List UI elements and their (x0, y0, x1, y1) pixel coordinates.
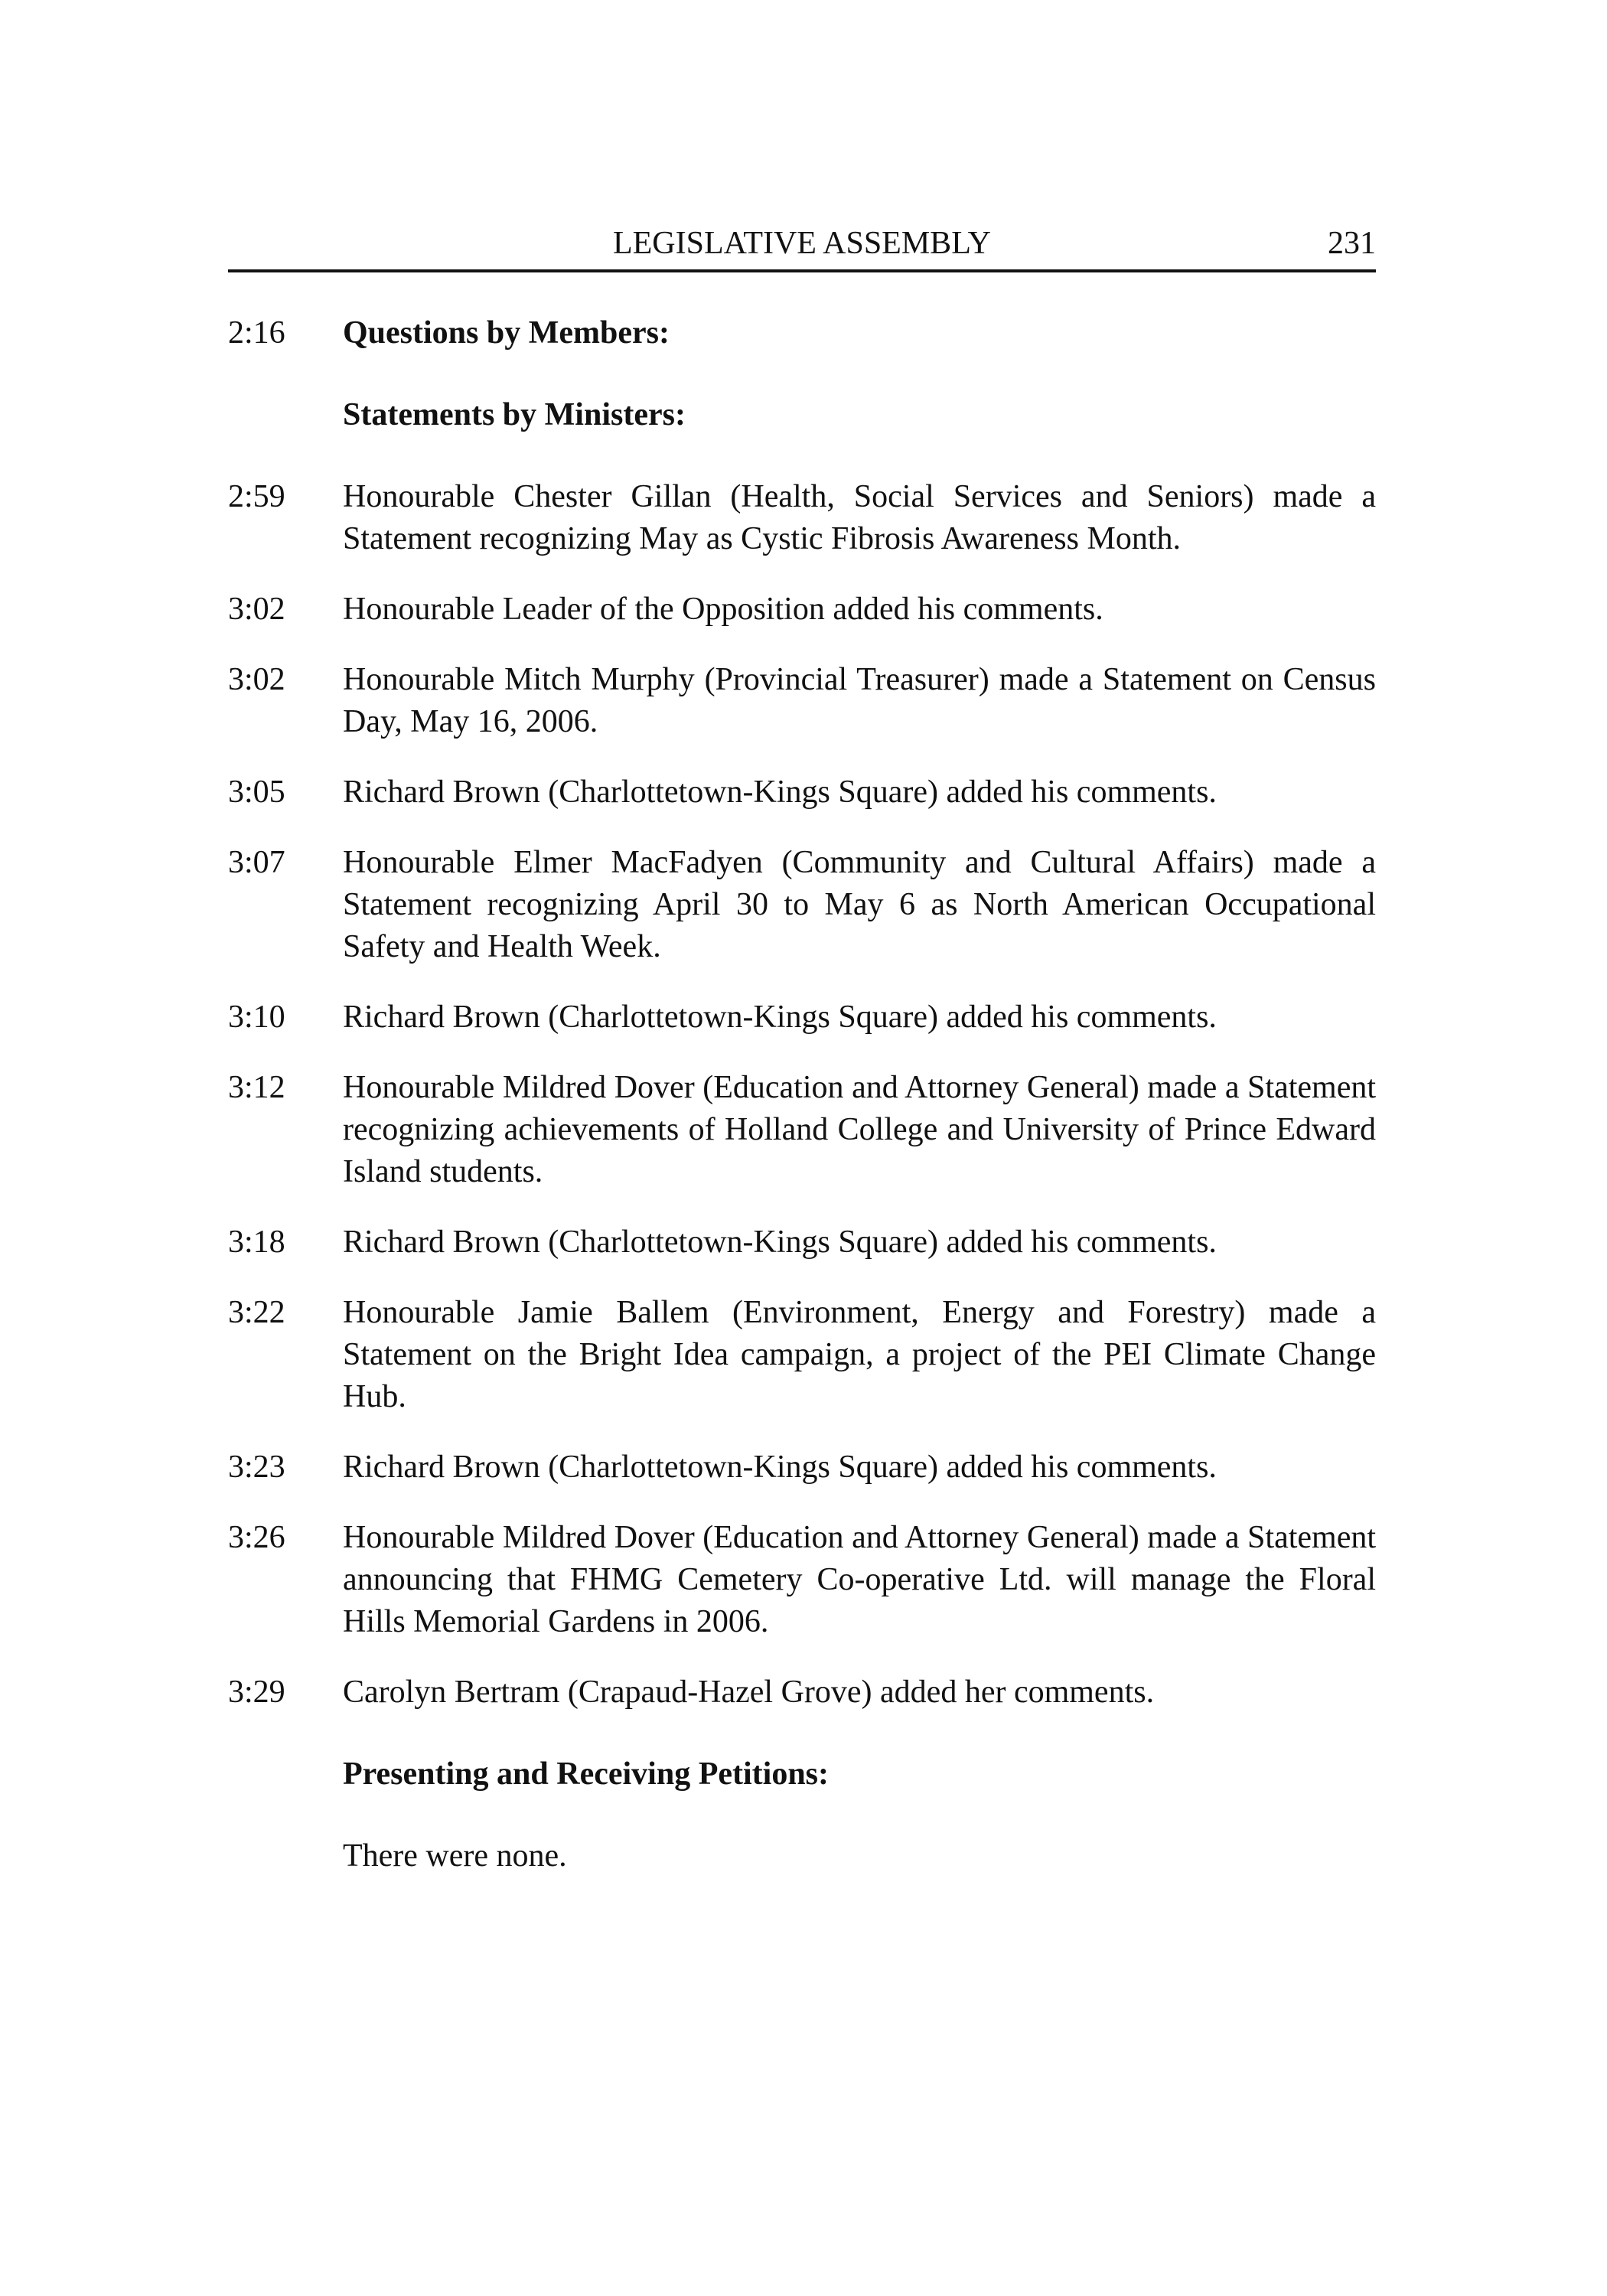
entry-time: 3:18 (228, 1225, 285, 1260)
list-item (228, 996, 1376, 1039)
entry-time: 3:29 (228, 1675, 285, 1710)
entry-time: 3:02 (228, 592, 285, 627)
entry-time: 3:05 (228, 775, 285, 810)
page-number: 231 (1328, 226, 1376, 261)
list-item (228, 1221, 1376, 1264)
entry-text: Richard Brown (Charlottetown-Kings Square) added his comments. (343, 1225, 1217, 1260)
entry-time: 3:07 (228, 845, 285, 880)
list-item (228, 1446, 1376, 1489)
entry-text: Richard Brown (Charlottetown-Kings Square) added his comments. (343, 1000, 1217, 1035)
list-item (228, 771, 1376, 814)
entry-text: Honourable Mitch Murphy (Provincial Treasurer) made a Statement on Census Day, May 16, 2006. (343, 662, 1376, 739)
petitions-text: There were none. (343, 1838, 567, 1874)
entry-time: 3:22 (228, 1295, 285, 1330)
list-item (228, 1292, 1376, 1418)
entry-text: Honourable Jamie Ballem (Environment, Energy and Forestry) made a Statement on the Bright Idea campaign, a project of the PEI Climate Change Hub. (343, 1295, 1376, 1414)
section-heading-statements: Statements by Ministers: (343, 397, 686, 432)
list-item (228, 659, 1376, 743)
entry-text: Richard Brown (Charlottetown-Kings Square) added his comments. (343, 1450, 1217, 1485)
entry-time: 3:02 (228, 662, 285, 697)
list-item (228, 476, 1376, 560)
entry-text: Honourable Mildred Dover (Education and Attorney General) made a Statement recognizing achievements of Holland College and University of Prince Edward Island students. (343, 1070, 1376, 1189)
questions-entry (228, 312, 1376, 354)
entry-text: Richard Brown (Charlottetown-Kings Square) added his comments. (343, 775, 1217, 810)
list-item (228, 842, 1376, 968)
entry-time: 2:59 (228, 479, 285, 514)
list-item (228, 1671, 1376, 1714)
header-title: LEGISLATIVE ASSEMBLY (613, 226, 991, 261)
entry-text: Carolyn Bertram (Crapaud-Hazel Grove) added her comments. (343, 1675, 1155, 1710)
list-item (228, 589, 1376, 631)
section-heading-questions: Questions by Members: (343, 315, 670, 351)
page-header (228, 222, 1376, 272)
entry-time: 3:12 (228, 1070, 285, 1105)
section-heading-petitions: Presenting and Receiving Petitions: (343, 1756, 830, 1792)
entry-text: Honourable Chester Gillan (Health, Social Services and Seniors) made a Statement recognizing May as Cystic Fibrosis Awareness Month. (343, 479, 1376, 556)
entry-text: Honourable Mildred Dover (Education and Attorney General) made a Statement announcing that FHMG Cemetery Co-operative Ltd. will manage the Floral Hills Memorial Gardens in 2006. (343, 1520, 1376, 1639)
entry-text: Honourable Elmer MacFadyen (Community and Cultural Affairs) made a Statement recognizing April 30 to May 6 as North American Occupational Safety and Health Week. (343, 845, 1376, 964)
entry-text: Honourable Leader of the Opposition added his comments. (343, 592, 1103, 627)
entry-time: 3:10 (228, 1000, 285, 1035)
entry-time: 2:16 (228, 315, 285, 351)
list-item (228, 1067, 1376, 1193)
entry-time: 3:23 (228, 1450, 285, 1485)
list-item (228, 1517, 1376, 1643)
journal-body (228, 312, 1376, 1877)
entry-time: 3:26 (228, 1520, 285, 1555)
